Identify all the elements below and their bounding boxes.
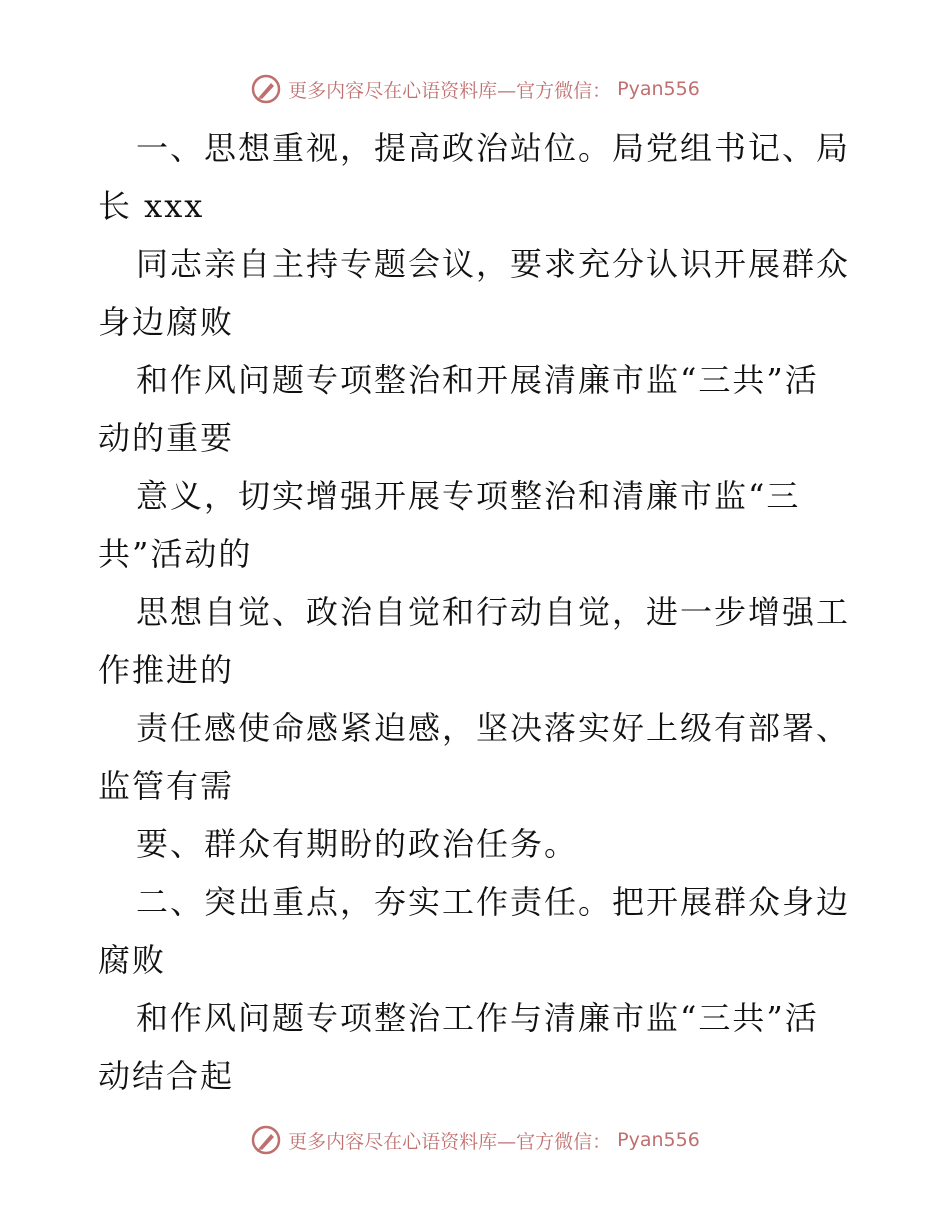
text-line: 一、思想重视，提高政治站位。局党组书记、局 [136,129,851,167]
text-line: 责任感使命感紧迫感，坚决落实好上级有部署、 [136,709,851,747]
watermark-text: 更多内容尽在心语资料库—官方微信： [288,1130,612,1153]
watermark-brand: Pyan556 [617,1129,700,1151]
text-line: 二、突出重点，夯实工作责任。把开展群众身边 [136,883,851,921]
text-line: 思想自觉、政治自觉和行动自觉，进一步增强工 [136,593,851,631]
watermark-brand: Pyan556 [617,78,700,100]
text-line: 长 xxx [98,187,205,225]
watermark-text: 更多内容尽在心语资料库—官方微信： [288,79,612,102]
text-line: 意义，切实增强开展专项整治和清廉市监“三 [136,477,801,515]
pen-logo-icon [250,1124,282,1156]
text-line: 和作风问题专项整治和开展清廉市监“三共”活 [136,361,819,399]
pen-logo-icon [250,73,282,105]
text-line: 要、群众有期盼的政治任务。 [136,825,579,863]
text-line: 腐败 [98,941,167,979]
text-line: 动的重要 [98,419,235,457]
text-line: 监管有需 [98,767,235,805]
text-line: 共”活动的 [98,535,253,573]
text-line: 和作风问题专项整治工作与清廉市监“三共”活 [136,999,819,1037]
text-line: 作推进的 [98,651,235,689]
footer-watermark [0,1123,950,1157]
text-line: 身边腐败 [98,303,235,341]
text-line: 动结合起 [98,1057,235,1095]
text-line: 同志亲自主持专题会议，要求充分认识开展群众 [136,245,851,283]
header-watermark [0,72,950,106]
